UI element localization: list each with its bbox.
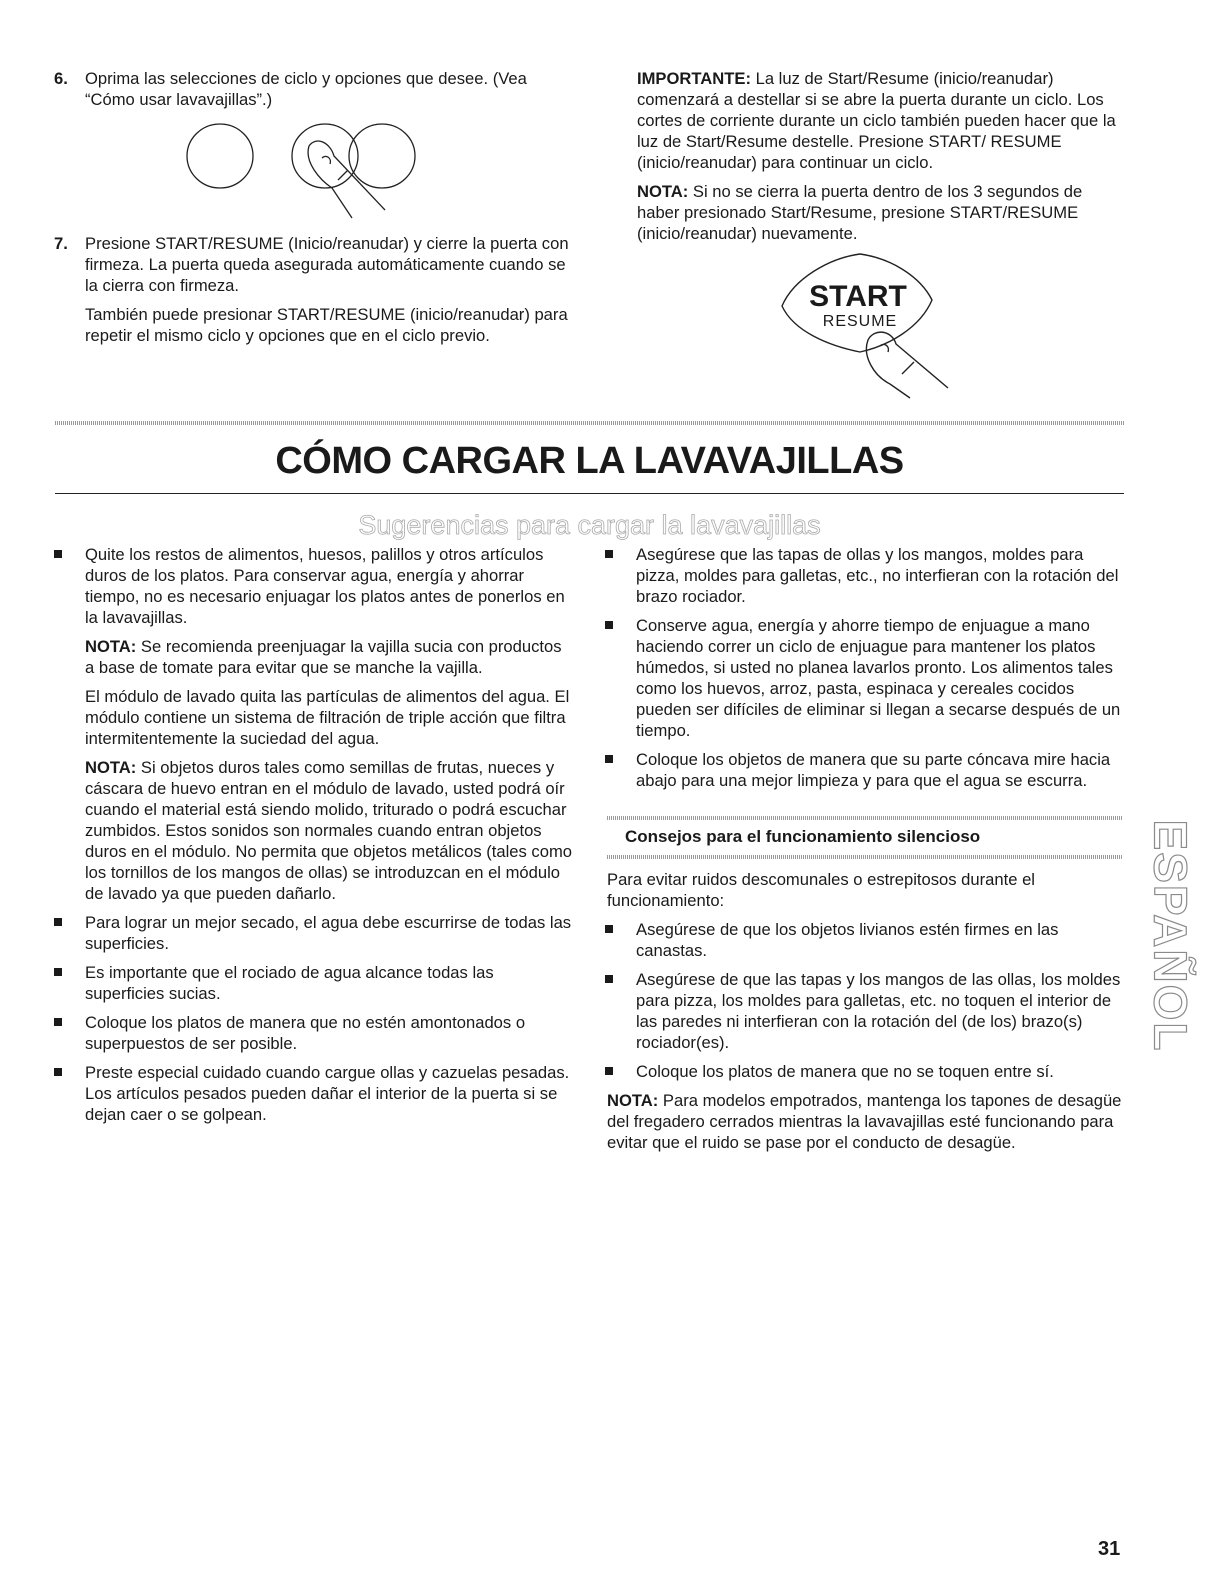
important-text: La luz de Start/Resume (inicio/reanudar) comenzará a destellar si se abre la puerta durante un ciclo. Los cortes de corriente durante un ciclo también pueden hacer que la luz de Start/Resume destelle. Presione START/ RESUME (inicio/reanudar) para continuar un ciclo. (637, 69, 1116, 172)
title-bottom-rule (55, 493, 1124, 494)
list-item: Para lograr un mejor secado, el agua debe escurrirse de todas las superficies. (52, 912, 572, 954)
cycle-button-icon (349, 124, 415, 188)
note-paragraph (85, 636, 572, 678)
start-label: START (809, 280, 907, 313)
step-6-number: 6. (54, 69, 68, 88)
list-item: Conserve agua, energía y ahorre tiempo de enjuague a mano haciendo correr un ciclo de enjuague para mantener los platos húmedos, si usted no planea lavarlos pronto. Los alimentos tales como los huevos, arroz, pasta, espinaca y cereales cocidos pueden ser difíciles de eliminar si llegan a secarse después de un tiempo. (603, 615, 1123, 741)
start-resume-illustration (770, 248, 970, 398)
note-label: NOTA: (85, 637, 137, 656)
note-text: Si objetos duros tales como semillas de frutas, nueces y cáscara de huevo entran en el módulo de lavado, usted podrá oír cuando el material está siendo molido, triturado o podrá escuchar zumbidos. Estos sonidos son normales cuando entran objetos duros en el módulo. No permita que objetos metálicos (tales como los tornillos de los mangos de ollas) se introduzcan en el módulo de lavado ya que pueden dañarlo. (85, 758, 572, 903)
important-column (637, 68, 1127, 252)
important-label: IMPORTANTE: (637, 69, 751, 88)
list-item: Coloque los objetos de manera que su parte cóncava mire hacia abajo para una mejor limpieza y para que el agua se escurra. (603, 749, 1123, 791)
cycle-buttons-illustration (180, 118, 440, 230)
step-7-column (52, 233, 572, 354)
note-text: Se recomienda preenjuagar la vajilla sucia con productos a base de tomate para evitar que se manche la vajilla. (85, 637, 562, 677)
step-6-text: Oprima las selecciones de ciclo y opciones que desee. (Vea “Cómo usar lavavajillas”.) (85, 69, 527, 109)
list-item (52, 544, 572, 904)
list-item: Asegúrese de que los objetos livianos estén firmes en las canastas. (603, 919, 1123, 961)
note-paragraph (607, 1090, 1123, 1153)
list-item: Es importante que el rociado de agua alcance todas las superficies sucias. (52, 962, 572, 1004)
page-title: CÓMO CARGAR LA LAVAVAJILLAS (275, 440, 904, 482)
quiet-bottom-rule (607, 855, 1123, 859)
steps-column (52, 68, 572, 118)
cycle-button-icon (187, 124, 253, 188)
language-tab-label: ESPAÑOL (1144, 819, 1197, 1053)
note-paragraph (85, 757, 572, 904)
page-number: 31 (1098, 1538, 1121, 1560)
list-item: Asegúrese que las tapas de ollas y los mangos, moldes para pizza, moldes para galletas, etc., no interfieran con la rotación del brazo rociador. (603, 544, 1123, 607)
note-label: NOTA: (607, 1091, 659, 1110)
section-subtitle: Sugerencias para cargar la lavavajillas (358, 510, 821, 540)
list-item: Preste especial cuidado cuando cargue ollas y cazuelas pesadas. Los artículos pesados pueden dañar el interior de la puerta si se dejan caer o se golpean. (52, 1062, 572, 1125)
step-7 (52, 233, 572, 346)
title-top-rule (55, 421, 1124, 425)
note-label: NOTA: (85, 758, 137, 777)
pressing-finger-icon (866, 332, 948, 398)
module-paragraph: El módulo de lavado quita las partículas de alimentos del agua. El módulo contiene un sistema de filtración de triple acción que filtra intermitentemente la suciedad del agua. (85, 687, 570, 748)
list-item: Coloque los platos de manera que no se toquen entre sí. (603, 1061, 1123, 1082)
bullet-text: Quite los restos de alimentos, huesos, palillos y otros artículos duros de los platos. Para conservar agua, energía y ahorrar tiempo, no es necesario enjuagar los platos antes de ponerlos en la lavavajillas. (85, 545, 565, 627)
step-7-text: Presione START/RESUME (Inicio/reanudar) y cierre la puerta con firmeza. La puerta queda asegurada automáticamente cuando se la cierra con firmeza. (85, 234, 569, 295)
language-side-tab (1142, 818, 1198, 1054)
step-7-number: 7. (54, 234, 68, 253)
quiet-column (607, 869, 1123, 1161)
note-label: NOTA: (637, 182, 689, 201)
left-column (52, 544, 572, 1133)
quiet-intro: Para evitar ruidos descomunales o estrepitosos durante el funcionamiento: (607, 870, 1035, 910)
note-text: Si no se cierra la puerta dentro de los 3 segundos de haber presionado Start/Resume, presione START/RESUME (inicio/reanudar) nuevamente. (637, 182, 1083, 243)
important-paragraph (637, 68, 1127, 173)
step-7-extra: También puede presionar START/RESUME (inicio/reanudar) para repetir el mismo ciclo y opciones que en el ciclo previo. (85, 305, 568, 345)
list-item: Asegúrese de que las tapas y los mangos de las ollas, los moldes para pizza, los moldes para galletas, etc. no toquen el interior de las paredes ni interfieran con la rotación del (de los) brazo(s) rociador(es). (603, 969, 1123, 1053)
resume-label: RESUME (822, 313, 898, 330)
step-6 (52, 68, 572, 110)
quiet-heading-box (607, 826, 1123, 848)
quiet-heading: Consejos para el funcionamiento silencioso (625, 827, 981, 846)
list-item: Coloque los platos de manera que no estén amontonados o superpuestos de ser posible. (52, 1012, 572, 1054)
right-column (603, 544, 1123, 799)
note-paragraph (637, 181, 1127, 244)
note-text: Para modelos empotrados, mantenga los tapones de desagüe del fregadero cerrados mientras la lavavajillas esté funcionando para evitar que el ruido se pase por el conducto de desagüe. (607, 1091, 1122, 1152)
quiet-top-rule (607, 816, 1123, 820)
